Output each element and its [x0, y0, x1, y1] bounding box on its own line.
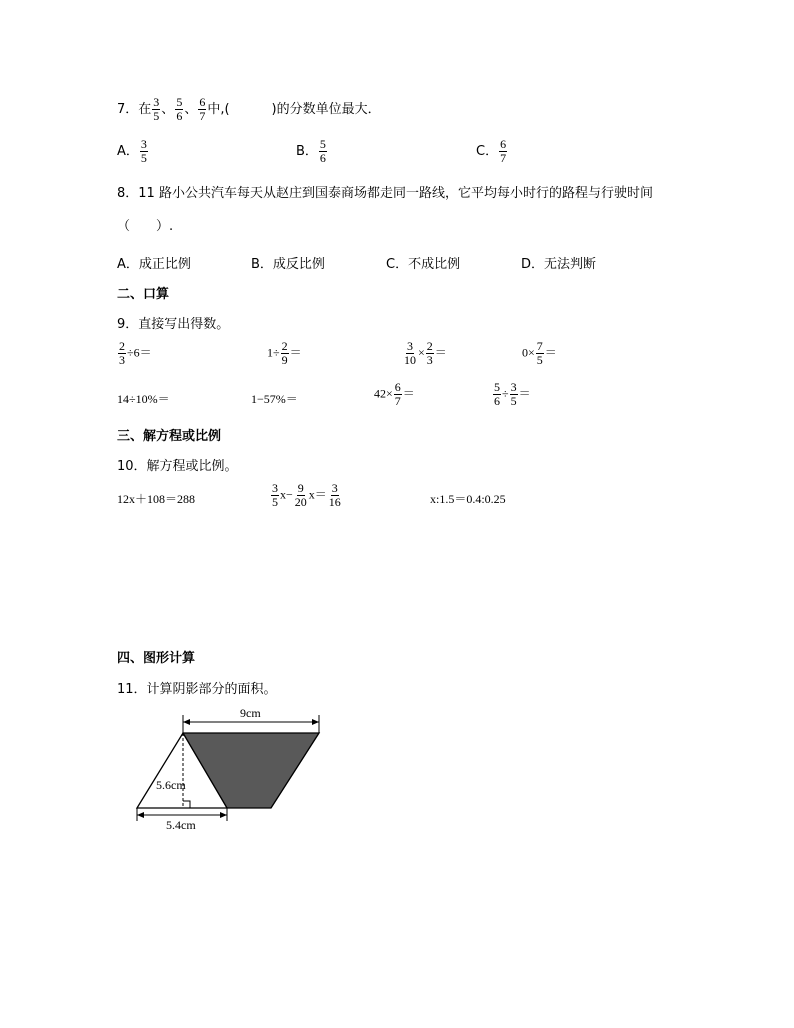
q7-option-c	[476, 138, 508, 165]
q8-option-d: D．无法判断	[521, 257, 597, 272]
arrow-left-icon	[137, 812, 144, 818]
fraction-denominator: 5	[536, 353, 543, 367]
fraction-denominator: 5	[272, 495, 278, 509]
fraction-numerator: 7	[536, 339, 543, 353]
q9-item-7	[374, 381, 415, 408]
q7-separator: 、	[161, 102, 175, 117]
fraction-numerator: 5	[494, 380, 500, 394]
q10-equation-1: 12x＋108＝288	[117, 492, 196, 506]
trapezoid-figure	[130, 705, 330, 835]
bottom-label: 5.4cm	[166, 818, 196, 832]
expression-text: ＝	[402, 386, 415, 401]
q7-suffix: )的分数单位最大．	[271, 102, 381, 117]
q9-item-1	[117, 340, 152, 367]
q10-title: 10．解方程或比例。	[117, 459, 238, 474]
fraction-denominator: 3	[426, 353, 433, 367]
option-label: A．	[117, 144, 139, 159]
q9-item-5: 14÷10%＝	[117, 392, 170, 406]
q7-option-b	[296, 138, 328, 165]
q8-option-c: C．不成比例	[386, 257, 461, 272]
expression-text: x＝	[308, 487, 327, 502]
fraction-numerator: 3	[153, 95, 160, 109]
fraction-denominator: 7	[500, 151, 507, 165]
q7-number: 7．	[117, 102, 139, 117]
q9-item-4	[522, 340, 557, 367]
arrow-right-icon	[312, 719, 319, 725]
q7-option-a	[117, 138, 149, 165]
fraction-numerator: 6	[500, 137, 507, 151]
expression-text: ÷	[502, 386, 509, 401]
expression-text: ＝	[289, 345, 302, 360]
q7-fraction-3	[198, 96, 206, 123]
expression-text: ＝	[434, 345, 447, 360]
fraction-denominator: 5	[153, 109, 160, 123]
option-label: B．	[296, 144, 318, 159]
fraction-numerator: 6	[199, 95, 206, 109]
fraction-denominator: 9	[281, 353, 288, 367]
fraction-numerator: 9	[297, 481, 304, 495]
expression-text: ×	[418, 345, 425, 360]
expression-text: x−	[280, 487, 293, 502]
q9-title: 9．直接写出得数。	[117, 317, 230, 332]
fraction-denominator: 7	[199, 109, 206, 123]
fraction-numerator: 3	[331, 481, 338, 495]
fraction-numerator: 2	[426, 339, 433, 353]
fraction-numerator: 3	[140, 137, 147, 151]
arrow-left-icon	[183, 719, 190, 725]
q8-stem: 8．11 路小公共汽车每天从赵庄到国泰商场都走同一路线，它平均每小时行的路程与行驶时间	[117, 186, 653, 201]
q9-item-2	[267, 340, 302, 367]
shaded-region	[183, 733, 319, 808]
fraction-denominator: 3	[119, 353, 125, 367]
fraction-denominator: 20	[294, 495, 307, 509]
fraction-numerator: 2	[119, 339, 125, 353]
expression-text: ÷6＝	[127, 345, 152, 360]
expression-text: 0×	[522, 345, 535, 360]
expression-text: ＝	[518, 386, 531, 401]
expression-text: 1÷	[267, 345, 280, 360]
section-2-heading: 二、口算	[117, 287, 170, 302]
fraction-numerator: 5	[176, 95, 183, 109]
fraction-denominator: 6	[494, 394, 500, 408]
section-4-heading: 四、图形计算	[117, 651, 196, 666]
section-3-heading: 三、解方程或比例	[117, 429, 222, 444]
fraction-denominator: 5	[140, 151, 147, 165]
right-angle-icon	[183, 801, 190, 808]
fraction-numerator: 6	[394, 380, 401, 394]
fraction-denominator: 6	[176, 109, 183, 123]
q8-blank-line: （ ）.	[117, 219, 174, 234]
fraction-denominator: 10	[404, 353, 416, 367]
question-7	[117, 96, 381, 123]
q9-item-3	[402, 340, 447, 367]
fraction-numerator: 2	[281, 339, 288, 353]
q9-item-6: 1−57%＝	[251, 392, 298, 406]
q7-separator: 、	[184, 102, 198, 117]
q7-fraction-2	[175, 96, 183, 123]
fraction-denominator: 16	[328, 495, 341, 509]
top-label: 9cm	[240, 706, 261, 720]
q7-fraction-1	[152, 96, 160, 123]
q8-option-b: B．成反比例	[251, 257, 325, 272]
fraction-numerator: 5	[319, 137, 326, 151]
q10-equation-3: x:1.5＝0.4:0.25	[430, 492, 506, 506]
fraction-denominator: 7	[394, 394, 401, 408]
arrow-right-icon	[220, 812, 227, 818]
q8-option-a: A．成正比例	[117, 257, 191, 272]
q7-prefix: 在	[138, 102, 152, 117]
fraction-numerator: 3	[407, 339, 413, 353]
fraction-denominator: 5	[510, 394, 517, 408]
expression-text: ＝	[544, 345, 557, 360]
q9-item-8	[492, 381, 531, 408]
q10-equation-2	[270, 482, 343, 509]
q11-title: 11．计算阴影部分的面积。	[117, 682, 277, 697]
fraction-denominator: 6	[319, 151, 326, 165]
option-label: C．	[476, 144, 499, 159]
q7-mid-text: 中,(	[207, 102, 230, 117]
expression-text: 42×	[374, 386, 393, 401]
fraction-numerator: 3	[272, 481, 278, 495]
fraction-numerator: 3	[510, 380, 517, 394]
height-label: 5.6cm	[156, 778, 186, 792]
